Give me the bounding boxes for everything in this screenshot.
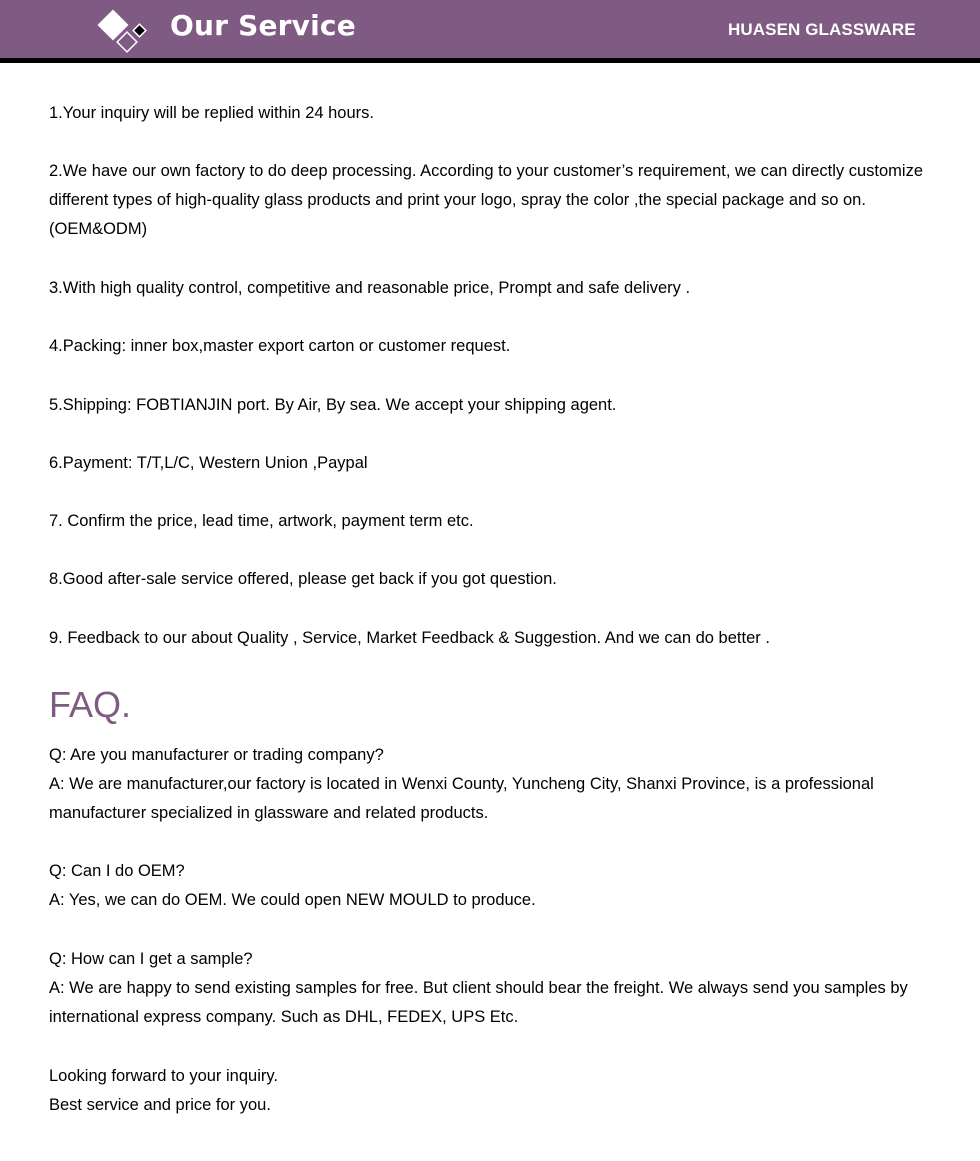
diamond-logo-icon — [94, 8, 154, 54]
faq-answer: A: We are happy to send existing samples for free. But client should bear the freight. We always send you samples by international express company. Such as DHL, FEDEX, UPS Etc. — [49, 979, 908, 1026]
service-item: 3.With high quality control, competitive and reasonable price, Prompt and safe delivery . — [49, 279, 691, 297]
service-item: 5.Shipping: FOBTIANJIN port. By Air, By sea. We accept your shipping agent. — [49, 396, 617, 414]
service-item: 9. Feedback to our about Quality , Service, Market Feedback & Suggestion. And we can do better . — [49, 629, 770, 647]
faq-answer: A: Yes, we can do OEM. We could open NEW MOULD to produce. — [49, 891, 536, 909]
closing-line: Best service and price for you. — [49, 1096, 271, 1114]
faq-question: Q: Can I do OEM? — [49, 862, 185, 880]
faq-question: Q: How can I get a sample? — [49, 950, 253, 968]
service-item: 6.Payment: T/T,L/C, Western Union ,Paypal — [49, 454, 368, 472]
service-item: 2.We have our own factory to do deep processing. According to your customer’s requirement, we can directly customize different types of high-quality glass products and print your logo, spray the color ,the special package and so on. (OEM&ODM) — [49, 162, 924, 238]
service-item: 1.Your inquiry will be replied within 24 hours. — [49, 104, 374, 122]
service-item: 8.Good after-sale service offered, please get back if you got question. — [49, 570, 557, 588]
service-item: 4.Packing: inner box,master export carton or customer request. — [49, 337, 511, 355]
page-header — [0, 0, 980, 58]
header-divider — [0, 58, 980, 63]
service-item: 7. Confirm the price, lead time, artwork, payment term etc. — [49, 512, 474, 530]
faq-heading: FAQ. — [49, 684, 132, 725]
faq-answer: A: We are manufacturer,our factory is located in Wenxi County, Yuncheng City, Shanxi Province, is a professional manufacturer specialized in glassware and related products. — [49, 775, 874, 822]
page-title: Our Service — [170, 9, 356, 42]
faq-question: Q: Are you manufacturer or trading company? — [49, 746, 384, 764]
closing-line: Looking forward to your inquiry. — [49, 1067, 278, 1085]
brand-name: HUASEN GLASSWARE — [728, 20, 916, 39]
